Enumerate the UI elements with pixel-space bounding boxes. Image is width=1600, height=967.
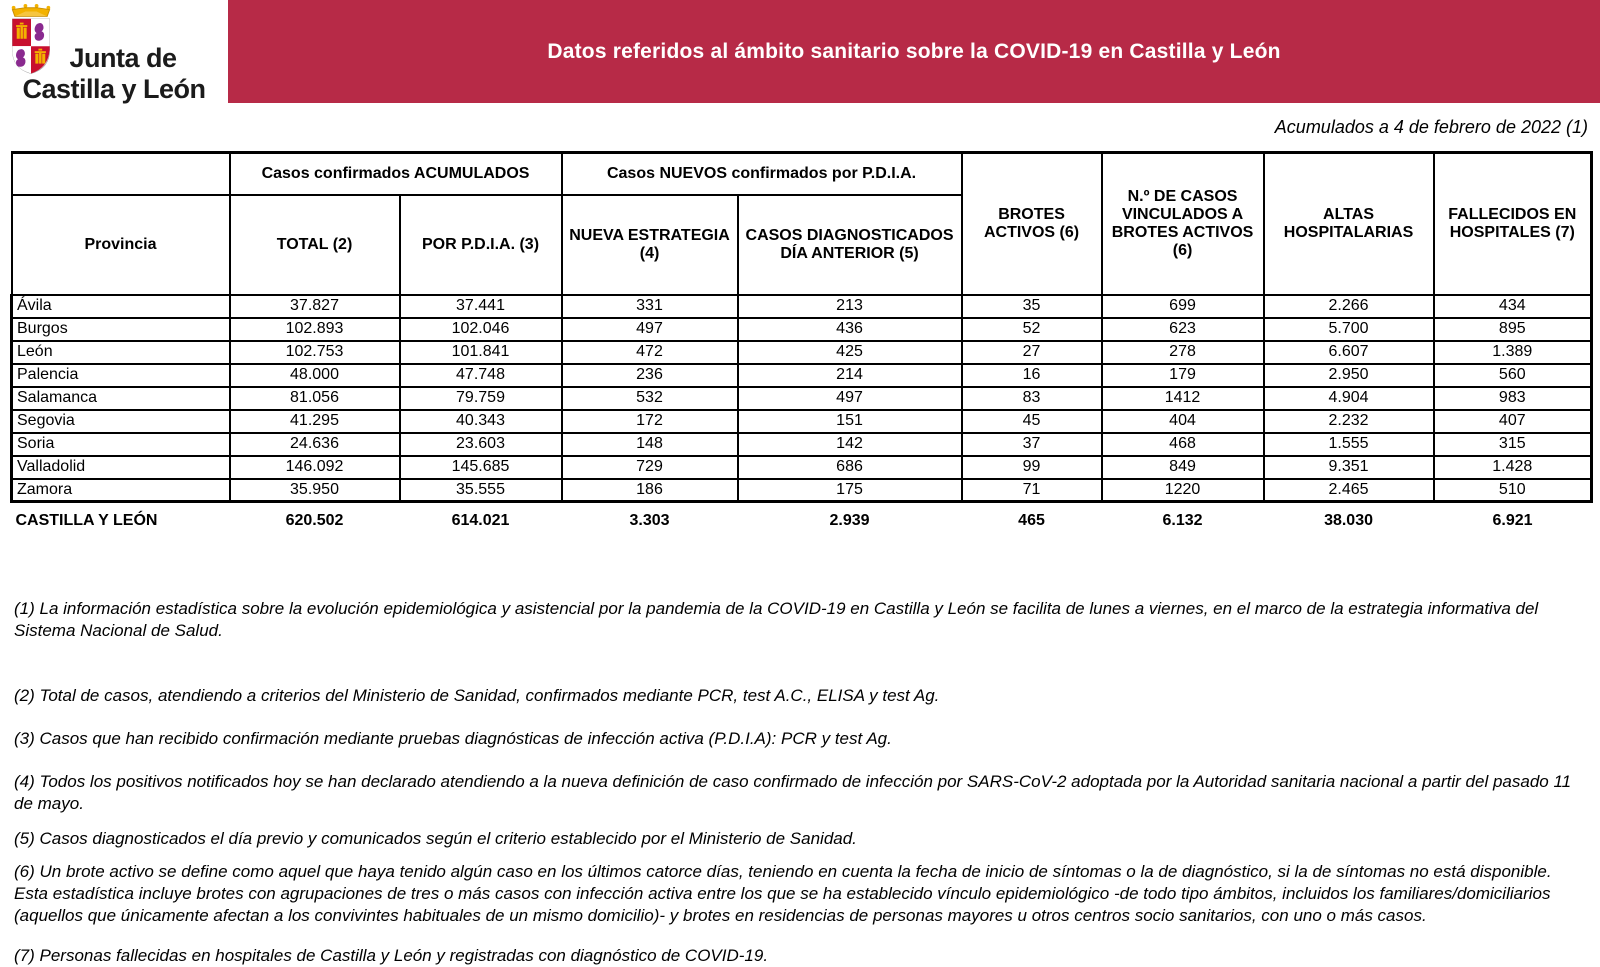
table-cell: 35 (962, 295, 1102, 318)
table-row (12, 318, 1592, 341)
table-cell: 101.841 (400, 341, 562, 364)
footnote-4: (4) Todos los positivos notificados hoy se han declarado atendiendo a la nueva definición de caso confirmado de infección por SARS-CoV-2 adoptada por la Autoridad sanitaria nacional a partir del pasado 11 de mayo. (14, 771, 1572, 813)
column-header-provincia: Provincia (12, 195, 230, 295)
table-cell: 2.232 (1264, 410, 1434, 433)
table-cell: 1.389 (1434, 341, 1592, 364)
province-name-cell: Soria (12, 433, 230, 456)
total-cell: 6.132 (1162, 512, 1203, 530)
table-cell: 81.056 (230, 387, 400, 410)
table-cell: 4.904 (1264, 387, 1434, 410)
column-header-total: TOTAL (2) (230, 195, 400, 295)
empty-corner-cell (12, 153, 230, 195)
table-cell: 214 (738, 364, 962, 387)
table-cell: 142 (738, 433, 962, 456)
province-name-cell: León (12, 341, 230, 364)
table-cell: 45 (962, 410, 1102, 433)
table-cell: 37.441 (400, 295, 562, 318)
table-cell: 16 (962, 364, 1102, 387)
table-cell: 148 (562, 433, 738, 456)
footnote-7: (7) Personas fallecidas en hospitales de Castilla y León y registradas con diagnóstico de COVID-19. (14, 945, 769, 965)
junta-logo (0, 0, 228, 103)
group-header-new-cases: Casos NUEVOS confirmados por P.D.I.A. (562, 153, 962, 195)
table-cell: 47.748 (400, 364, 562, 387)
table-cell: 52 (962, 318, 1102, 341)
table-cell: 497 (562, 318, 738, 341)
total-row (12, 502, 1592, 540)
column-header-fallecidos: FALLECIDOS EN HOSPITALES (7) (1434, 153, 1592, 295)
table-cell: 407 (1434, 410, 1592, 433)
table-row (12, 295, 1592, 318)
table-cell: 102.893 (230, 318, 400, 341)
table-cell: 83 (962, 387, 1102, 410)
column-header-diagnosticados: CASOS DIAGNOSTICADOS DÍA ANTERIOR (5) (738, 195, 962, 295)
table-cell: 1412 (1102, 387, 1264, 410)
table-cell: 497 (738, 387, 962, 410)
table-cell: 1220 (1102, 479, 1264, 502)
covid-table-wrapper (0, 151, 1600, 540)
table-cell: 24.636 (230, 433, 400, 456)
table-cell: 436 (738, 318, 962, 341)
footnote-5: (5) Casos diagnosticados el día previo y comunicados según el criterio establecido por el Ministerio de Sanidad. (14, 828, 857, 848)
table-cell: 23.603 (400, 433, 562, 456)
page-title: Datos referidos al ámbito sanitario sobre la COVID-19 en Castilla y León (547, 39, 1281, 63)
table-cell: 2.266 (1264, 295, 1434, 318)
province-name-cell: Ávila (12, 295, 230, 318)
table-cell: 699 (1102, 295, 1264, 318)
table-cell: 278 (1102, 341, 1264, 364)
table-cell: 983 (1434, 387, 1592, 410)
province-name-cell: Burgos (12, 318, 230, 341)
table-cell: 895 (1434, 318, 1592, 341)
table-cell: 1.555 (1264, 433, 1434, 456)
table-row (12, 433, 1592, 456)
province-name-cell: Valladolid (12, 456, 230, 479)
page-header (0, 0, 1600, 103)
table-cell: 37.827 (230, 295, 400, 318)
table-cell: 468 (1102, 433, 1264, 456)
total-cell: 465 (1018, 512, 1045, 530)
title-banner (228, 0, 1600, 103)
table-cell: 179 (1102, 364, 1264, 387)
table-cell: 1.428 (1434, 456, 1592, 479)
table-cell: 434 (1434, 295, 1592, 318)
table-cell: 41.295 (230, 410, 400, 433)
footnote-2: (2) Total de casos, atendiendo a criterios del Ministerio de Sanidad, confirmados mediante PCR, test A.C., ELISA y test Ag. (14, 685, 940, 705)
table-cell: 35.950 (230, 479, 400, 502)
footnote-6: (6) Un brote activo se define como aquel que haya tenido algún caso en los últimos catorce días, teniendo en cuenta la fecha de inicio de síntomas o la de diagnóstico, si la de síntomas no está disponible. Esta estadística incluye brotes con agrupaciones de tres o más casos con infección activa entre los que se ha establecido vínculo epidemiológico -de todo tipo ámbitos, incluidos los familiares/domiciliarios (aquellos que únicamente afectan a los convivintes habituales de un mismo domicilio)- y brotes en residencias de personas mayores u otros centros socio sanitarios, con uno o más casos. (14, 861, 1552, 925)
table-cell: 2.465 (1264, 479, 1434, 502)
table-cell: 40.343 (400, 410, 562, 433)
covid-data-table (10, 151, 1593, 540)
table-cell: 146.092 (230, 456, 400, 479)
table-cell: 71 (962, 479, 1102, 502)
table-cell: 27 (962, 341, 1102, 364)
table-cell: 102.046 (400, 318, 562, 341)
table-cell: 404 (1102, 410, 1264, 433)
table-row (12, 387, 1592, 410)
table-row (12, 410, 1592, 433)
table-cell: 315 (1434, 433, 1592, 456)
table-cell: 425 (738, 341, 962, 364)
table-cell: 9.351 (1264, 456, 1434, 479)
accumulated-date-line: Acumulados a 4 de febrero de 2022 (1) (1274, 117, 1588, 137)
table-cell: 151 (738, 410, 962, 433)
table-cell: 6.607 (1264, 341, 1434, 364)
logo-text-line2: Castilla y León (22, 74, 206, 104)
total-cell: 3.303 (629, 512, 670, 530)
total-cell: 2.939 (829, 512, 870, 530)
table-cell: 331 (562, 295, 738, 318)
table-body (12, 295, 1592, 502)
total-cell: 614.021 (451, 512, 510, 530)
column-header-brotes: BROTES ACTIVOS (6) (962, 153, 1102, 295)
column-header-por-pdia: POR P.D.I.A. (3) (400, 195, 562, 295)
coat-of-arms-icon (0, 4, 63, 76)
table-cell: 79.759 (400, 387, 562, 410)
table-cell: 729 (562, 456, 738, 479)
column-header-vinculados: N.º DE CASOS VINCULADOS A BROTES ACTIVOS (6) (1102, 153, 1264, 295)
total-cell: 38.030 (1324, 512, 1373, 530)
footnotes-section (0, 598, 1600, 967)
table-cell: 236 (562, 364, 738, 387)
table-row (12, 479, 1592, 502)
table-cell: 2.950 (1264, 364, 1434, 387)
table-cell: 686 (738, 456, 962, 479)
table-cell: 102.753 (230, 341, 400, 364)
total-cell: 6.921 (1492, 512, 1533, 530)
province-name-cell: Salamanca (12, 387, 230, 410)
table-cell: 186 (562, 479, 738, 502)
table-cell: 510 (1434, 479, 1592, 502)
total-cell: 620.502 (285, 512, 344, 530)
table-row (12, 341, 1592, 364)
table-cell: 213 (738, 295, 962, 318)
total-row-label: CASTILLA Y LEÓN (15, 512, 158, 530)
footnote-3: (3) Casos que han recibido confirmación mediante pruebas diagnósticas de infección activa (P.D.I.A): PCR y test Ag. (14, 728, 892, 748)
logo-text-line1: Junta de (69, 43, 177, 73)
table-cell: 623 (1102, 318, 1264, 341)
table-cell: 472 (562, 341, 738, 364)
table-cell: 37 (962, 433, 1102, 456)
table-row (12, 364, 1592, 387)
province-name-cell: Palencia (12, 364, 230, 387)
table-cell: 560 (1434, 364, 1592, 387)
footnote-1: (1) La información estadística sobre la evolución epidemiológica y asistencial por la pandemia de la COVID-19 en Castilla y León se facilita de lunes a viernes, en el marco de la estrategia informativa del Sistema Nacional de Salud. (14, 598, 1539, 640)
table-cell: 532 (562, 387, 738, 410)
table-cell: 849 (1102, 456, 1264, 479)
table-cell: 35.555 (400, 479, 562, 502)
province-name-cell: Zamora (12, 479, 230, 502)
column-header-altas: ALTAS HOSPITALARIAS (1264, 153, 1434, 295)
table-cell: 172 (562, 410, 738, 433)
group-header-accumulated: Casos confirmados ACUMULADOS (230, 153, 562, 195)
table-cell: 48.000 (230, 364, 400, 387)
province-name-cell: Segovia (12, 410, 230, 433)
table-cell: 5.700 (1264, 318, 1434, 341)
table-cell: 145.685 (400, 456, 562, 479)
table-cell: 175 (738, 479, 962, 502)
table-row (12, 456, 1592, 479)
column-header-nueva-estrategia: NUEVA ESTRATEGIA (4) (562, 195, 738, 295)
table-cell: 99 (962, 456, 1102, 479)
